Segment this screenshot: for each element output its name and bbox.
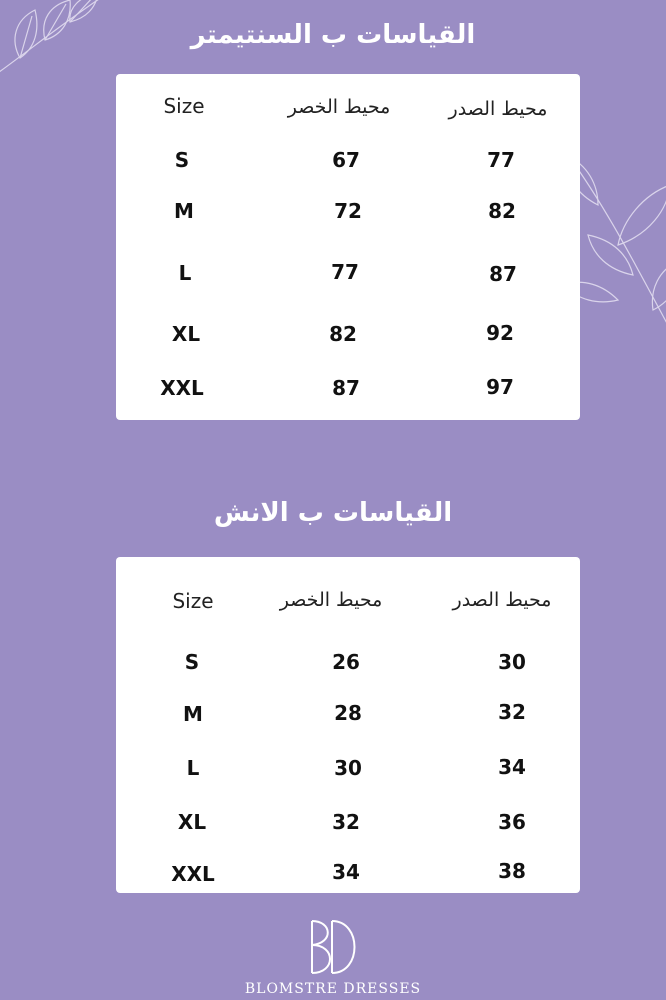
chest-cell: 87 [489,262,517,286]
chest-cell: 32 [498,700,526,724]
chest-cell: 97 [486,375,514,399]
waist-cell: 32 [332,810,360,834]
size-cell: M [183,702,203,726]
size-cell: L [178,261,192,285]
chest-cell: 82 [488,199,516,223]
chest-header: محيط الصدر [448,98,548,120]
inch-size-table [116,557,580,893]
waist-cell: 87 [332,376,360,400]
size-cell: S [174,148,190,172]
waist-cell: 77 [331,260,359,284]
waist-cell: 28 [334,701,362,725]
waist-header: محيط الخصر [279,589,383,611]
size-cell: XXL [171,862,215,886]
brand-logo [0,915,666,997]
brand-name: BLOMSTRE DRESSES [244,981,422,997]
size-cell: XL [171,322,201,346]
waist-cell: 26 [332,650,360,674]
cm-section-title: القياسات ب السنتيمتر [190,20,476,50]
inch-section-title: القياسات ب الانش [213,498,453,528]
brand-monogram-icon [298,915,368,979]
size-cell: M [174,199,194,223]
waist-cell: 72 [334,199,362,223]
size-cell: S [184,650,200,674]
waist-cell: 34 [332,860,360,884]
size-header: Size [163,94,205,118]
waist-cell: 82 [329,322,357,346]
size-cell: XXL [160,376,204,400]
chest-cell: 30 [498,650,526,674]
chest-cell: 77 [487,148,515,172]
waist-cell: 30 [334,756,362,780]
chest-cell: 38 [498,859,526,883]
chest-cell: 34 [498,755,526,779]
waist-header: محيط الخصر [287,96,391,118]
chest-header: محيط الصدر [452,589,552,611]
chest-cell: 92 [486,321,514,345]
waist-cell: 67 [332,148,360,172]
size-cell: L [186,756,200,780]
cm-size-table [116,74,580,420]
size-header: Size [172,589,214,613]
chest-cell: 36 [498,810,526,834]
size-cell: XL [177,810,207,834]
